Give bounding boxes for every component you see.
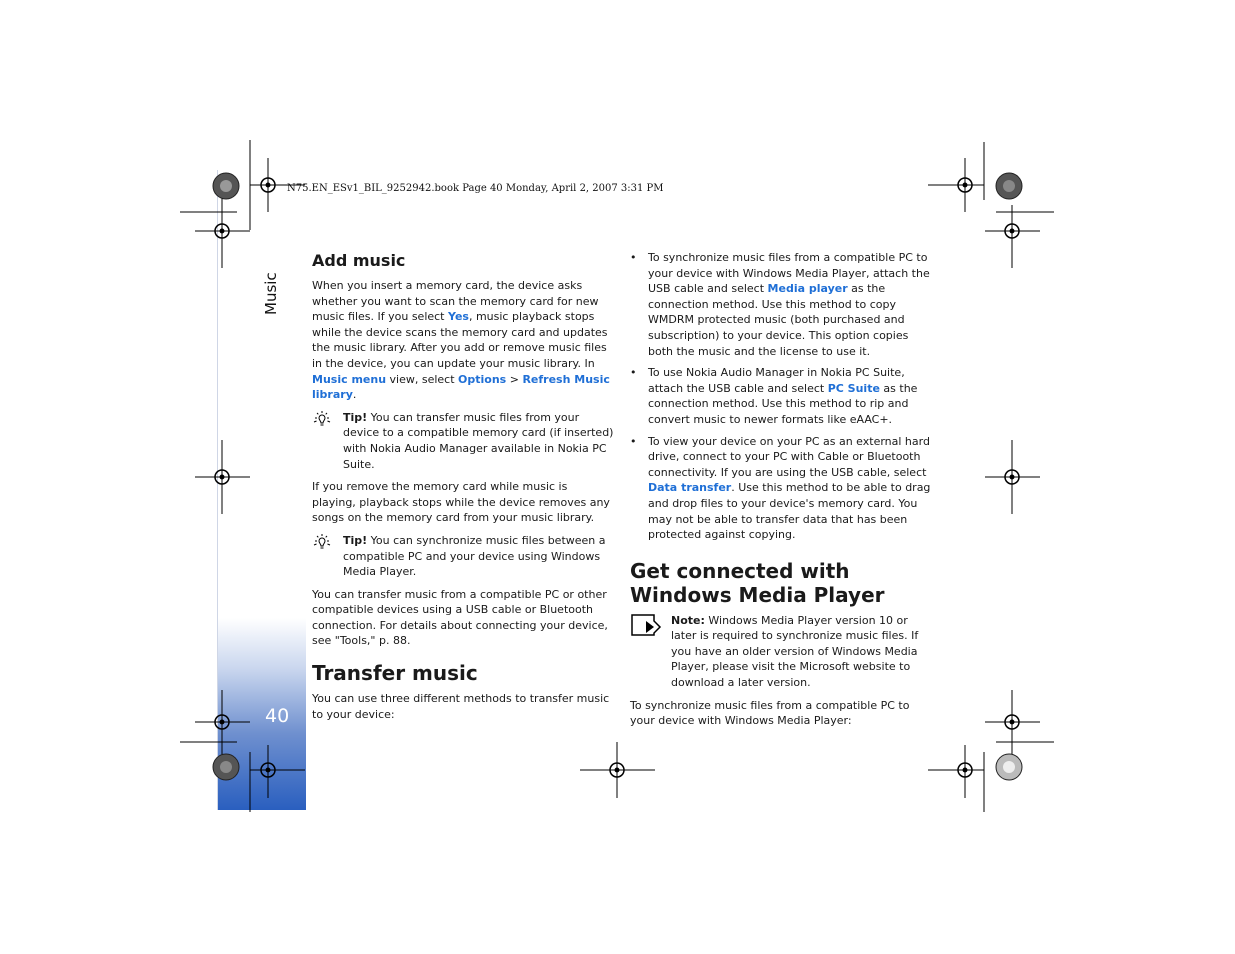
lightbulb-icon <box>312 533 332 553</box>
add-music-heading: Add music <box>312 251 406 270</box>
data-transfer-option: Data transfer <box>648 481 732 495</box>
media-player-option: Media player <box>767 282 848 296</box>
add-music-paragraph: When you insert a memory card, the device asks whether you want to scan the memory card for new music files. If you select Yes, music playback stops while the device scans the memory card and updates the music library. After you add or remove music files in the device, you can update your music library. In Music menu view, select Options > Refresh Music library. <box>312 279 610 402</box>
transfer-methods-intro: You can use three different methods to transfer music to your device: <box>312 692 610 721</box>
yes-option: Yes <box>448 310 469 324</box>
transfer-music-heading: Transfer music <box>312 661 478 686</box>
tip-block: Tip! You can transfer music files from your device to a compatible memory card (if inserted) with Nokia Audio Manager available in Nokia PC Suite. <box>312 410 614 472</box>
wmp-heading: Get connected with Windows Media Player <box>630 558 885 607</box>
print-info-header: N75.EN_ESv1_BIL_9252942.book Page 40 Monday, April 2, 2007 3:31 PM <box>287 183 664 194</box>
refresh-library-option: Refresh Music library <box>312 372 610 402</box>
wmp-sync-paragraph: To synchronize music files from a compatible PC to your device with Windows Media Player: <box>630 698 910 728</box>
lightbulb-icon <box>312 410 332 430</box>
memory-card-removal-paragraph: If you remove the memory card while music is playing, playback stops while the device removes any songs on the memory card from your music library. <box>312 480 610 525</box>
left-column <box>312 250 614 729</box>
options-option: Options <box>458 372 507 386</box>
note-icon <box>630 613 662 637</box>
transfer-info-paragraph: You can transfer music from a compatible PC or other compatible devices using a USB cable or Bluetooth connection. For details about connecting your device, see "Tools," p. 88. <box>312 587 608 648</box>
tip-block: Tip! You can synchronize music files between a compatible PC and your device using Windows Media Player. <box>312 533 614 580</box>
list-item: • To synchronize music files from a compatible PC to your device with Windows Media Player, attach the USB cable and select Media player as the connection method. Use this method to copy WMDRM protected music (both purchased and subscription) to your device. This option copies both the music and the license to use it. <box>630 250 932 359</box>
list-item: • To use Nokia Audio Manager in Nokia PC Suite, attach the USB cable and select PC Suite as the connection method. Use this method to rip and convert music to newer formats like eAAC+. <box>630 365 932 427</box>
right-column <box>630 250 932 736</box>
note-block: Note: Windows Media Player version 10 or later is required to synchronize music files. If you have an older version of Windows Media Player, please visit the Microsoft website to download a later version. <box>630 613 932 691</box>
transfer-methods-list <box>630 250 932 543</box>
page-number: 40 <box>265 705 290 727</box>
list-item: • To view your device on your PC as an external hard drive, connect to your PC with Cable or Bluetooth connectivity. If you are using the USB cable, select Data transfer. Use this method to be able to drag and drop files to your device's memory card. You may not be able to transfer data that has been protected against copying. <box>630 434 932 543</box>
section-label: Music <box>262 272 280 315</box>
pc-suite-option: PC Suite <box>827 381 880 395</box>
music-menu-option: Music menu <box>312 372 387 386</box>
